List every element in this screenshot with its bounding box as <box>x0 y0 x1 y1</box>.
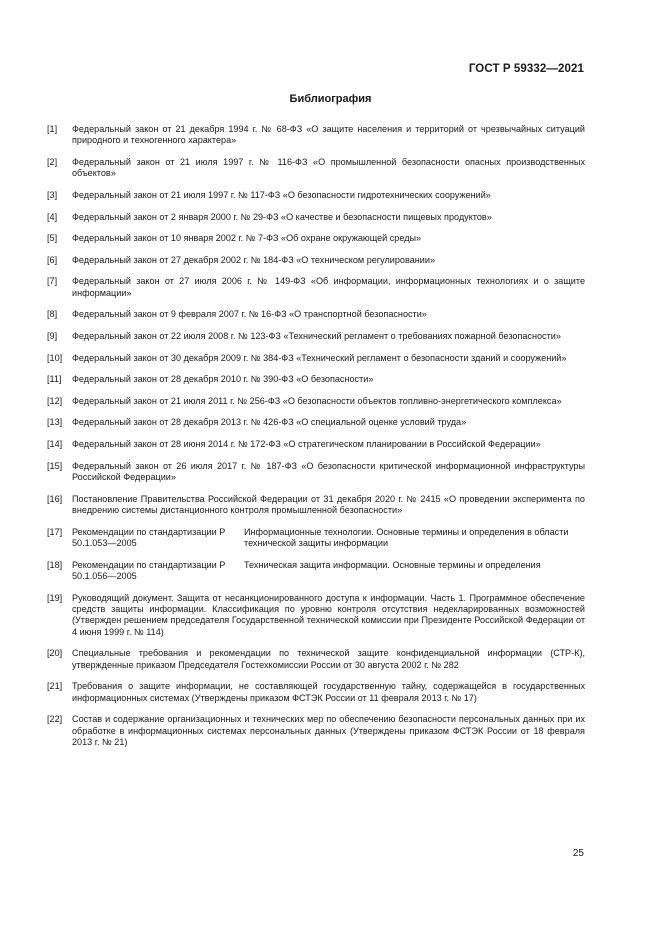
bib-text: Федеральный закон от 28 декабря 2013 г. № 426-ФЗ «О специальной оценке условий труда» <box>72 417 467 428</box>
bib-entry-16 <box>47 494 585 517</box>
bib-number: [16] <box>47 493 63 504</box>
bib-text: Требования о защите информации, не составляющей государственную тайну, содержащейся в государственных информационных системах (Утверждены приказом ФСТЭК России от 11 февраля 2013 г. № 17) <box>72 681 585 703</box>
bib-number: [5] <box>47 233 58 244</box>
bib-text: Федеральный закон от 27 июля 2006 г. № 149-ФЗ «Об информации, информационных технологиях и о защите информации» <box>72 276 585 298</box>
bibliography-list <box>47 124 585 759</box>
bib-number: [18] <box>47 559 63 570</box>
bib-doc-title: Информационные технологии. Основные термины и определения в области технической защиты информации <box>244 526 569 548</box>
bib-number: [21] <box>47 681 63 692</box>
bib-number: [20] <box>47 648 63 659</box>
bib-entry-22 <box>47 714 585 748</box>
bib-entry-15 <box>47 461 585 484</box>
bib-text: Федеральный закон от 28 декабря 2010 г. № 390-ФЗ «О безопасности» <box>72 374 374 385</box>
bib-entry-9 <box>47 331 585 342</box>
bib-number: [8] <box>47 309 58 320</box>
bib-entry-3 <box>47 190 585 201</box>
bib-text: Федеральный закон от 21 июля 1997 г. № 116-ФЗ «О промышленной безопасности опасных производственных объектов» <box>72 157 585 179</box>
bib-number: [4] <box>47 211 58 222</box>
bib-text: Федеральный закон от 9 февраля 2007 г. № 16-ФЗ «О транспортной безопасности» <box>72 309 427 320</box>
bib-entry-7 <box>47 276 585 299</box>
bib-text: Постановление Правительства Российской Федерации от 31 декабря 2020 г. № 2415 «О проведении эксперимента по внедрению системы дистанционного контроля промышленной безопасности» <box>72 493 585 515</box>
bib-entry-4 <box>47 212 585 223</box>
standard-code: ГОСТ Р 59332—2021 <box>468 63 584 75</box>
bib-number: [3] <box>47 190 58 200</box>
bib-entry-6 <box>47 255 585 266</box>
bib-text: Федеральный закон от 21 июля 2011 г. № 256-ФЗ «О безопасности объектов топливно-энергетического комплекса» <box>72 395 562 406</box>
bib-entry-10 <box>47 353 585 364</box>
page-title: Библиография <box>289 93 372 105</box>
bib-number: [22] <box>47 714 63 725</box>
bib-doc-type: Рекомендации по стандартизации Р 50.1.056—2005 <box>72 559 226 581</box>
bib-number: [17] <box>47 526 63 537</box>
bib-text: Федеральный закон от 10 января 2002 г. № 7-ФЗ «Об охране окружающей среды» <box>72 233 422 244</box>
bib-number: [7] <box>47 276 58 287</box>
bib-number: [2] <box>47 157 58 167</box>
page-number: 25 <box>572 848 584 859</box>
bib-split <box>72 560 585 583</box>
bib-number: [15] <box>47 460 63 471</box>
bib-entry-1 <box>47 124 585 147</box>
bib-text: Специальные требования и рекомендации по технической защите конфиденциальной информации (СТР-К), утвержденные приказом Председателя Гостехкомиссии России от 30 августа 2002 г. № 282 <box>72 648 585 670</box>
bib-entry-13 <box>47 417 585 428</box>
bib-number: [10] <box>47 352 63 363</box>
bib-entry-21 <box>47 681 585 704</box>
bib-text: Федеральный закон от 22 июля 2008 г. № 123-ФЗ «Технический регламент о требованиях пожарной безопасности» <box>72 330 561 341</box>
bib-entry-8 <box>47 309 585 320</box>
bib-entry-17 <box>47 527 585 550</box>
bib-text: Федеральный закон от 27 декабря 2002 г. № 184-ФЗ «О техническом регулировании» <box>72 254 435 265</box>
bib-text: Федеральный закон от 30 декабря 2009 г. № 384-ФЗ «Технический регламент о безопасности зданий и сооружений» <box>72 352 567 363</box>
bib-entry-5 <box>47 233 585 244</box>
bib-text: Федеральный закон от 2 января 2000 г. № 29-ФЗ «О качестве и безопасности пищевых продуктов» <box>72 211 492 222</box>
bib-entry-20 <box>47 648 585 671</box>
bib-number: [11] <box>47 374 62 385</box>
bib-entry-14 <box>47 439 585 450</box>
bib-number: [12] <box>47 395 63 406</box>
bib-text: Федеральный закон от 21 июля 1997 г. № 117-ФЗ «О безопасности гидротехнических сооружений» <box>72 190 491 200</box>
bib-number: [13] <box>47 417 63 428</box>
bib-number: [19] <box>47 592 63 603</box>
bib-text: Состав и содержание организационных и технических мер по обеспечению безопасности персональных данных при их обработке в информационных системах персональных данных (Утверждены приказом ФСТЭК России от 18 февраля 2013 г. № 21) <box>72 714 585 748</box>
bib-doc-type: Рекомендации по стандартизации Р 50.1.053—2005 <box>72 526 226 548</box>
bib-number: [14] <box>47 438 63 449</box>
bib-text: Федеральный закон от 28 июня 2014 г. № 172-ФЗ «О стратегическом планировании в Российской Федерации» <box>72 438 541 449</box>
bib-entry-12 <box>47 396 585 407</box>
bib-entry-18 <box>47 560 585 583</box>
bib-split <box>72 527 585 550</box>
bib-doc-title: Техническая защита информации. Основные термины и определения <box>244 559 541 570</box>
bib-text: Федеральный закон от 21 декабря 1994 г. № 68-ФЗ «О защите населения и территорий от чрезвычайных ситуаций природного и техногенного характера» <box>72 124 585 146</box>
bib-number: [6] <box>47 254 58 265</box>
bib-text: Руководящий документ. Защита от несанкционированного доступа к информации. Часть 1. Программное обеспечение средств защиты информации. Классификация по уровню контроля отсутствия недекларированных возможностей (Утвержден решением председателя Государственной технической комиссии при Президенте Российской Федерации от 4 июня 1999 г. № 114) <box>72 592 585 637</box>
bib-entry-19 <box>47 593 585 639</box>
bib-entry-11 <box>47 374 585 385</box>
bib-text: Федеральный закон от 26 июля 2017 г. № 187-ФЗ «О безопасности критической информационной инфраструктуры Российской Федерации» <box>72 460 585 482</box>
bib-number: [1] <box>47 124 58 134</box>
bib-entry-2 <box>47 157 585 180</box>
bib-number: [9] <box>47 330 58 341</box>
